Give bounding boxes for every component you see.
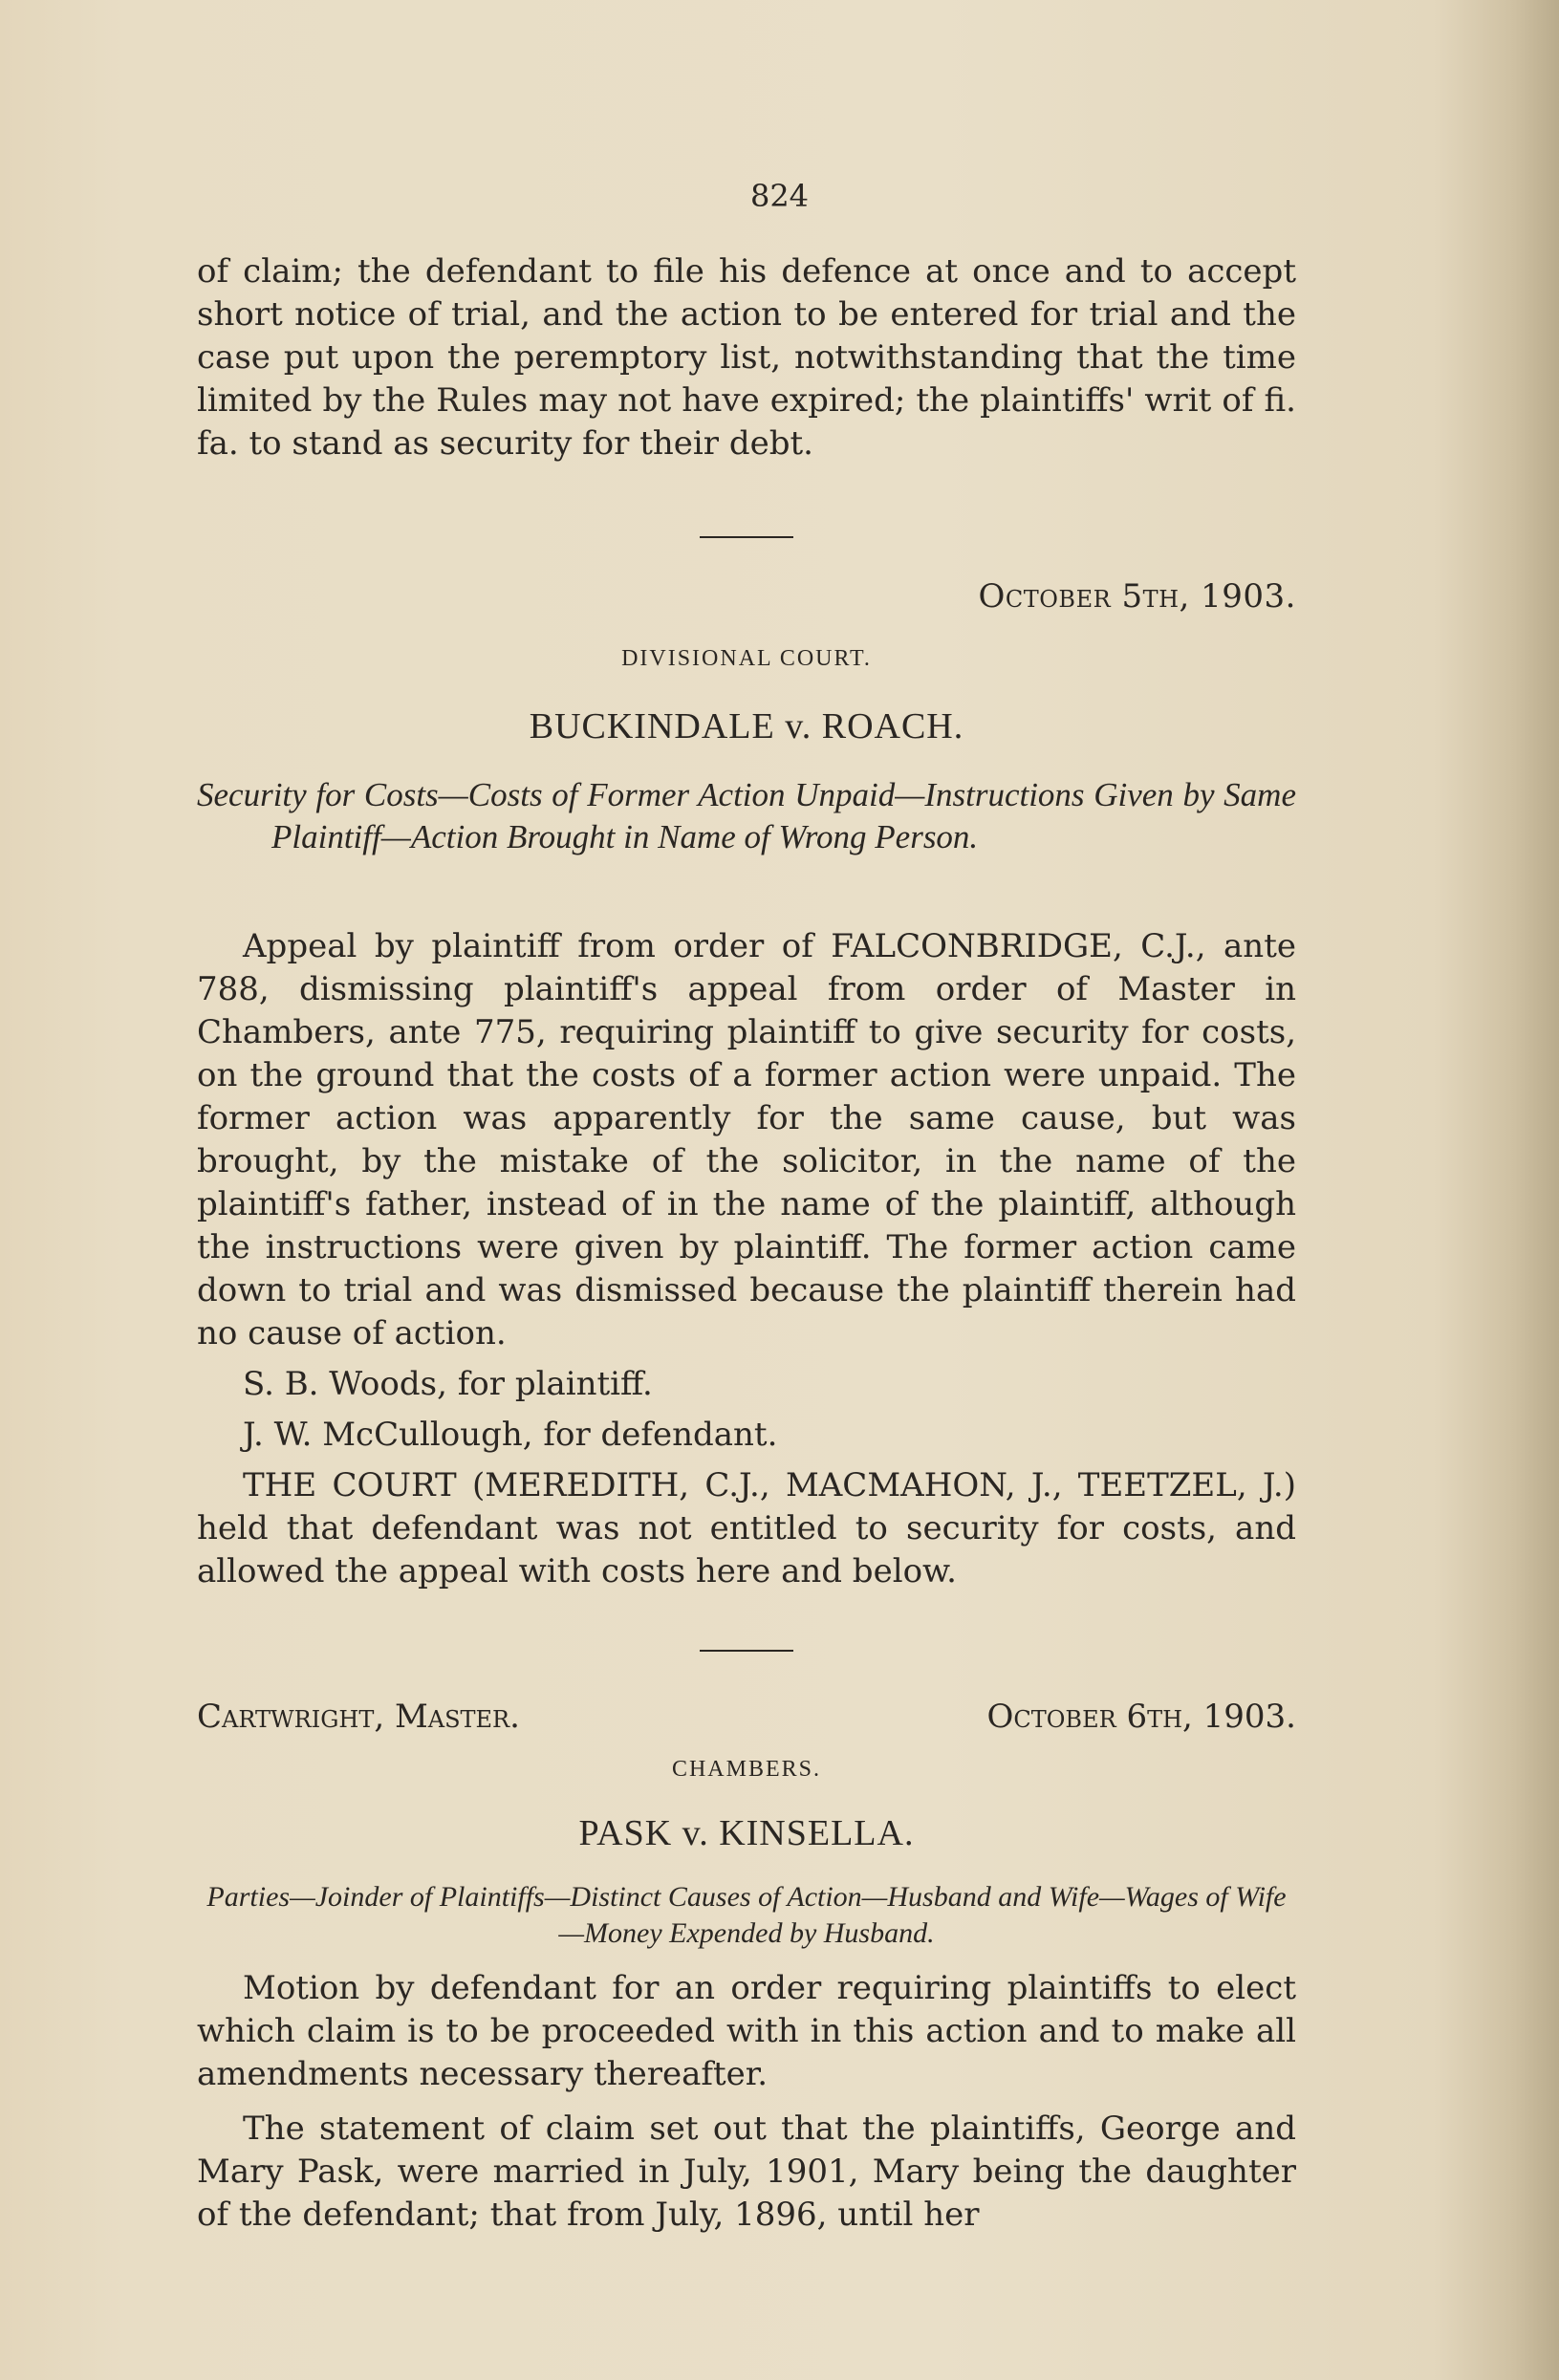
case2-body bbox=[197, 1967, 1296, 2237]
case2-headnote: Parties—Joinder of Plaintiffs—Distinct Causes of Action—Husband and Wife—Wages of Wife—Money Expended by Husband. bbox=[206, 1881, 1287, 1949]
case2-court: CHAMBERS. bbox=[671, 1757, 822, 1782]
case1-title: BUCKINDALE v. ROACH. bbox=[529, 706, 964, 746]
divider bbox=[700, 1650, 793, 1652]
page-number: 824 bbox=[749, 178, 810, 214]
continued-paragraph-block bbox=[197, 250, 1296, 465]
case2-date: October 6th, 1903. bbox=[986, 1698, 1296, 1736]
divider bbox=[700, 536, 793, 538]
case1-paragraph: Appeal by plaintiff from order of FALCONBRIDGE, C.J., ante 788, dismissing plaintiff's appeal from order of Master in Chambers, ante 775, requiring plaintiff to give security for costs, on the ground that the costs of a former action were unpaid. The former action was apparently for the same cause, but was brought, by the mistake of the solicitor, in the name of the plaintiff's father, instead of in the name of the plaintiff, although the instructions were given by plaintiff. The former action came down to trial and was dismissed because the plaintiff therein had no cause of action. bbox=[197, 927, 1296, 1352]
case2-paragraph-2: The statement of claim set out that the plaintiffs, George and Mary Pask, were married in July, 1901, Mary being the daughter of the defendant; that from July, 1896, until her bbox=[197, 2110, 1296, 2234]
case2-paragraph-1: Motion by defendant for an order requiring plaintiffs to elect which claim is to be proceeded with in this action and to make all amendments necessary thereafter. bbox=[197, 1969, 1296, 2093]
case1-court: DIVISIONAL COURT. bbox=[621, 646, 872, 671]
continued-paragraph: of claim; the defendant to file his defence at once and to accept short notice of trial, and the action to be entered for trial and the case put upon the peremptory list, notwithstanding that the time limited by the Rules may not have expired; the plaintiffs' writ of fi. fa. to stand as security for their debt. bbox=[197, 252, 1296, 463]
case1-counsel-defendant: J. W. McCullough, for defendant. bbox=[243, 1416, 778, 1454]
case1-counsel-plaintiff: S. B. Woods, for plaintiff. bbox=[243, 1365, 653, 1403]
case2-judge: Cartwright, Master. bbox=[197, 1698, 520, 1736]
case1-judgment: THE COURT (MEREDITH, C.J., MACMAHON, J., TEETZEL, J.) held that defendant was not entitled to security for costs, and allowed the appeal with costs here and below. bbox=[197, 1466, 1296, 1590]
section-rule-1 bbox=[197, 536, 1296, 538]
case1-headnote: Security for Costs—Costs of Former Action Unpaid—Instructions Given by Same Plaintiff—Action Brought in Name of Wrong Person. bbox=[197, 776, 1296, 855]
case1-body bbox=[197, 925, 1296, 1593]
case2-title: PASK v. KINSELLA. bbox=[578, 1813, 915, 1853]
case1-date: October 5th, 1903. bbox=[978, 577, 1296, 616]
section-rule-2 bbox=[197, 1650, 1296, 1652]
case2-header-row bbox=[197, 1698, 1296, 1736]
